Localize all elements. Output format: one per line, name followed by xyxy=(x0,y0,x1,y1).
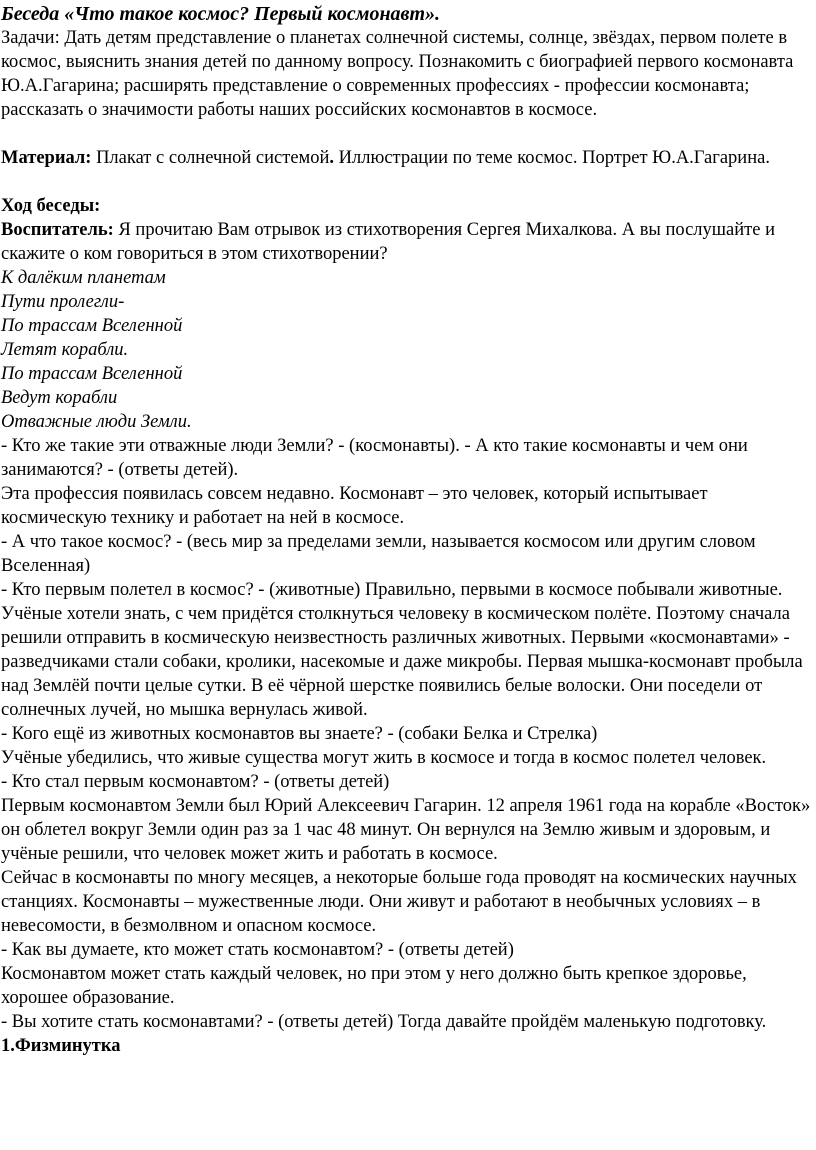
body-paragraph: - А что такое космос? - (весь мир за пределами земли, называется космосом или другим словом Вселенная) xyxy=(1,532,756,576)
material-paragraph xyxy=(1,146,816,170)
poem-line: По трассам Вселенной xyxy=(1,364,183,384)
final-heading: 1.Физминутка xyxy=(1,1036,121,1056)
material-dot: . xyxy=(329,148,335,168)
material-text: Плакат с солнечной системой xyxy=(91,148,330,168)
body-paragraph: - Вы хотите стать космонавтами? - (ответы детей) Тогда давайте пройдём маленькую подготовку. xyxy=(1,1012,767,1032)
poem-line: К далёким планетам xyxy=(1,268,166,288)
blank-line xyxy=(1,122,816,146)
poem-line: Летят корабли. xyxy=(1,340,129,360)
poem-line: Ведут корабли xyxy=(1,388,118,408)
material-label: Материал: xyxy=(1,148,92,168)
document-title: Беседа «Что такое космос? Первый космонавт». xyxy=(1,3,441,25)
teacher-paragraph xyxy=(1,218,816,266)
teacher-label: Воспитатель: xyxy=(1,220,114,240)
poem xyxy=(1,266,816,434)
tasks-paragraph: Задачи: Дать детям представление о планетах солнечной системы, солнце, звёздах, первом полете в космос, выяснить знания детей по данному вопросу. Познакомить с биографией первого космонавта Ю.А.Гагарина; расширять представление о современных профессиях - профессии космонавта; рассказать о значимости работы наших российских космонавтов в космосе. xyxy=(1,28,794,120)
course-heading: Ход беседы: xyxy=(1,196,101,216)
teacher-text: Я прочитаю Вам отрывок из стихотворения Сергея Михалкова. А вы послушайте и скажите о ком говориться в этом стихотворении? xyxy=(1,220,775,264)
body-paragraph: Сейчас в космонавты по многу месяцев, а некоторые больше года проводят на космических научных станциях. Космонавты – мужественные люди. Они живут и работают в необычных условиях – в невесомости, в безмолвном и опасном космосе. xyxy=(1,868,797,936)
material-text-2: Иллюстрации по теме космос. Портрет Ю.А.Гагарина. xyxy=(334,148,770,168)
body-paragraph: Эта профессия появилась совсем недавно. Космонавт – это человек, который испытывает космическую технику и работает на ней в космосе. xyxy=(1,484,708,528)
blank-line xyxy=(1,170,816,194)
body-paragraph: - Кто стал первым космонавтом? - (ответы детей) xyxy=(1,772,390,792)
body-paragraph: Первым космонавтом Земли был Юрий Алексеевич Гагарин. 12 апреля 1961 года на корабле «Восток» он облетел вокруг Земли один раз за 1 час 48 минут. Он вернулся на Землю живым и здоровым, и учёные решили, что человек может жить и работать в космосе. xyxy=(1,796,811,864)
body-paragraph: - Кто первым полетел в космос? - (животные) Правильно, первыми в космосе побывали животные. Учёные хотели знать, с чем придётся столкнуться человеку в космическом полёте. Поэтому сначала решили отправить в космическую неизвестность различных животных. Первыми «космонавтами» - разведчиками стали собаки, кролики, насекомые и даже микробы. Первая мышка-космонавт пробыла над Землёй почти целые сутки. В её чёрной шерстке появились белые волоски. Они поседели от солнечных лучей, но мышка вернулась живой. xyxy=(1,580,803,720)
poem-line: Пути пролегли- xyxy=(1,292,125,312)
poem-line: Отважные люди Земли. xyxy=(1,412,192,432)
body-paragraph: Учёные убедились, что живые существа могут жить в космосе и тогда в космос полетел человек. xyxy=(1,748,767,768)
body-paragraph: - Кого ещё из животных космонавтов вы знаете? - (собаки Белка и Стрелка) xyxy=(1,724,598,744)
poem-line: По трассам Вселенной xyxy=(1,316,183,336)
body-paragraph: Космонавтом может стать каждый человек, но при этом у него должно быть крепкое здоровье, хорошее образование. xyxy=(1,964,747,1008)
body-paragraph: - Кто же такие эти отважные люди Земли? - (космонавты). - А кто такие космонавты и чем они занимаются? - (ответы детей). xyxy=(1,436,748,480)
body-paragraph: - Как вы думаете, кто может стать космонавтом? - (ответы детей) xyxy=(1,940,514,960)
